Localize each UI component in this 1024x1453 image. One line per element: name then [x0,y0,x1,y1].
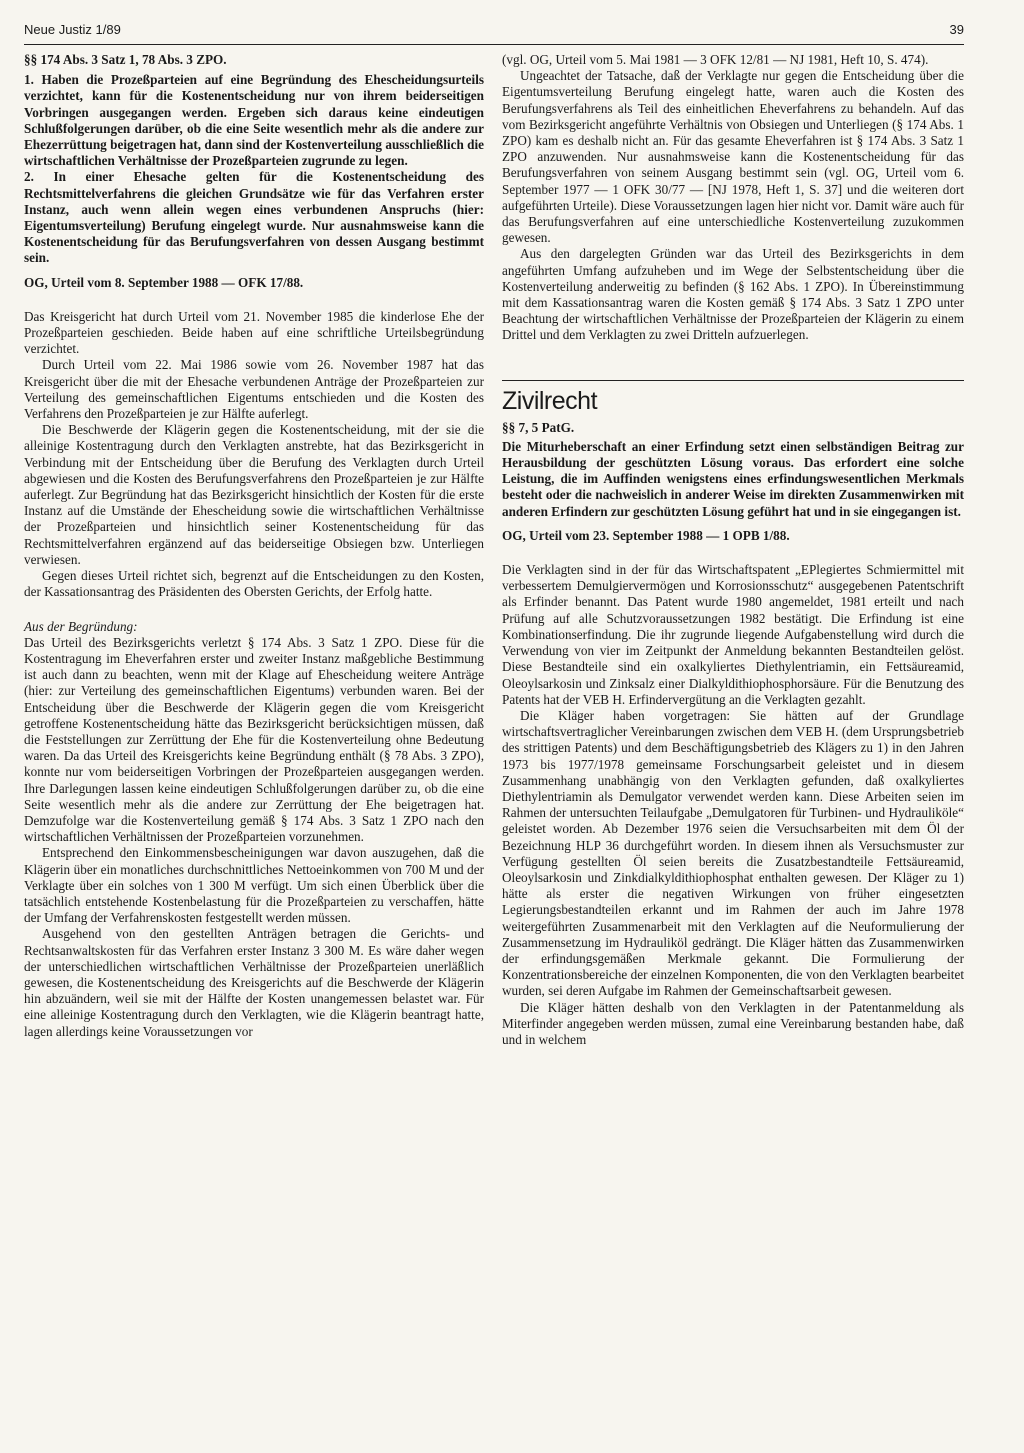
case1-norm: §§ 174 Abs. 3 Satz 1, 78 Abs. 3 ZPO. [24,52,227,67]
case1-paragraph: Das Kreisgericht hat durch Urteil vom 21. November 1985 die kinderlose Ehe der Prozeßparteien geschieden. Beide haben auf eine schriftliche Urteilsbegründung verzichtet. [24,308,484,357]
case1-headnote-1: 1. Haben die Prozeßparteien auf eine Begründung des Ehescheidungsurteils verzichtet, kann für die Kostenentscheidung nur von ihrem beiderseitigen Vorbringen ausgegangen werden. Ergeben sich daraus keine eindeutigen Schlußfolgerungen darüber, ob die eine Seite wesentlich mehr als die andere zur Ehezerrüttung beigetragen hat, dann sind der Kostenverteilung ausschließlich die wirtschaftlichen Verhältnisse der Prozeßparteien zugrunde zu legen. [24,72,484,169]
section-title: Zivilrecht [502,380,964,416]
case2-paragraph: Die Verklagten sind in der für das Wirtschaftspatent „EPlegiertes Schmiermittel mit verbessertem Demulgiervermögen und Korrosionsschutz“ ausgegebenen Patentschrift als Erfinder benannt. Das Patent wurde 1980 angemeldet, 1981 erteilt und nach Prüfung auf alle Schutzvoraussetzungen 1982 bestätigt. Die Erfindung ist eine Kombinationserfindung. Die ihr zugrunde liegende Aufgabenstellung wird durch die Verwendung von vier im Zeitpunkt der Anmeldung bekannten Bestandteilen gelöst. Diese Bestandteile sind ein oxalkyliertes Diethylentriamin, ein Fettsäureamid, Oleoylsarkosin und Zinksalz einer Dialkyldithiophosphorsäure. Für die Benutzung des Patents hat der VEB H. Erfindervergütung an die Verklagten gezahlt. [502,562,964,707]
left-column [24,52,484,1040]
reasons-paragraph: Das Urteil des Bezirksgerichts verletzt § 174 Abs. 3 Satz 1 ZPO. Diese für die Kostentragung im Eheverfahren erster und zweiter Instanz maßgebliche Bestimmung ist auch dann zu beachten, wenn mit der Klage auf Ehescheidung weitere Anträge (hier: zur Verteilung des gemeinschaftlichen Eigentums) verbunden waren. Bei der Entscheidung über die Beschwerde der Klägerin gegen die vom Kreisgericht getroffene Kostenentscheidung hätte das Bezirksgericht berücksichtigen müssen, daß die Feststellungen zur Zerrüttung der Ehe für die Kostenverteilung ohne Bedeutung waren. Da das Urteil des Kreisgerichts keine Begründung enthält (§ 78 Abs. 3 ZPO), konnte nur vom beiderseitigen Vorbringen der Prozeßparteien ausgegangen werden. Ihre Darlegungen lassen keine eindeutigen Schlußfolgerungen darüber zu, ob die eine Seite wesentlich mehr als die andere zur Zerrüttung der Ehe beigetragen hat. Demzufolge war die Kostenverteilung gemäß § 174 Abs. 3 Satz 1 ZPO nach den wirtschaftlichen Verhältnissen der Prozeßparteien vorzunehmen. [24,634,484,845]
case2-citation: OG, Urteil vom 23. September 1988 — 1 OPB 1/88. [502,527,790,543]
case1-headnote-2: 2. In einer Ehesache gelten für die Kostenentscheidung des Rechtsmittelverfahrens die gleichen Grundsätze wie für das Verfahren erster Instanz, auch wenn allein wegen eines verbundenen Anspruchs (hier: Eigentumsverteilung) Berufung eingelegt wurde. Nur ausnahmsweise kann die Kostenentscheidung für das Berufungsverfahren von dessen Ausgang bestimmt sein. [24,169,484,266]
case1-paragraph: Die Beschwerde der Klägerin gegen die Kostenentscheidung, mit der sie die alleinige Kostentragung durch den Verklagten anstrebte, hat das Bezirksgericht in Verbindung mit der Entscheidung über die Berufung des Verklagten durch Urteil abgewiesen und die Kosten des Berufungsverfahrens den Prozeßparteien je zur Hälfte auferlegt. Zur Begründung hat das Bezirksgericht hinsichtlich der Kosten für die erste Instanz auf die Umstände der Ehescheidung sowie die wirtschaftlichen Verhältnisse der Prozeßparteien und hinsichtlich seiner Kostenentscheidung für das Rechtsmittelverfahren ergänzend auf das beiderseitige Obsiegen bzw. Unterliegen verwiesen. [24,422,484,567]
reasons-label: Aus der Begründung: [24,618,138,634]
reasons-paragraph: Ungeachtet der Tatsache, daß der Verklagte nur gegen die Entscheidung über die Eigentumsverteilung Berufung eingelegt hatte, waren auch die Kosten des Berufungsverfahrens als Teil des einheitlichen Eheverfahrens zu behandeln. Auf das vom Bezirksgericht angeführte Verhältnis von Obsiegen und Unterliegen (§ 174 Abs. 1 ZPO) kam es deshalb nicht an. Für das gesamte Eheverfahren ist § 174 Abs. 3 Satz 1 ZPO anzuwenden. Nur ausnahmsweise kann die Kostenentscheidung für das Berufungsverfahren von seinem Ausgang bestimmt sein (vgl. OG, Urteil vom 6. September 1977 — 1 OFK 30/77 — [NJ 1978, Heft 1, S. 37] und die weiteren dort aufgeführten Urteile). Diese Voraussetzungen lagen hier nicht vor. Damit wäre auch für das Berufungsverfahren auf eine unterschiedliche Kostenverteilung zuzukommen gewesen. [502,68,964,246]
case2-paragraph: Die Kläger hätten deshalb von den Verklagten in der Patentanmeldung als Miterfinder angegeben werden müssen, zumal eine Vereinbarung bestanden habe, daß und in welchem [502,999,964,1047]
reasons-paragraph: Ausgehend von den gestellten Anträgen betragen die Gerichts- und Rechtsanwaltskosten für das Verfahren erster Instanz 3 300 M. Es wäre daher wegen der unterschiedlichen wirtschaftlichen Verhältnisse der Prozeßparteien unerläßlich gewesen, die Kostenentscheidung des Kreisgerichts auf die Beschwerde der Klägerin hin abzuändern, weil sie mit der Hälfte der Kosten unangemessen belastet war. Für eine alleinige Kostentragung durch den Verklagten, wie die Klägerin beantragt hatte, lagen allerdings keine Voraussetzungen vor [24,926,484,1039]
case2-norm: §§ 7, 5 PatG. [502,419,575,435]
reasons-paragraph: Entsprechend den Einkommensbescheinigungen war davon auszugehen, daß die Klägerin über ein monatliches durchschnittliches Nettoeinkommen von 700 M und der Verklagte über ein solches von 1 300 M verfügt. Um sich einen Überblick über die tatsächlich entstehende Kostenbelastung für die Prozeßparteien zu verschaffen, hätte der Umfang der Verfahrenskosten festgestellt werden müssen. [24,845,484,926]
page-number: 39 [949,22,964,37]
case1-citation: OG, Urteil vom 8. September 1988 — OFK 17/88. [24,274,304,290]
reasons-paragraph: Aus den dargelegten Gründen war das Urteil des Bezirksgerichts in dem angeführten Umfang aufzuheben und im Wege der Selbstentscheidung über die Kostenverteilung anderweitig zu befinden (§ 162 Abs. 1 ZPO). In Übereinstimmung mit dem Kassationsantrag waren die Kosten gemäß § 174 Abs. 3 Satz 1 ZPO unter Beachtung der wirtschaftlichen Verhältnisse der Prozeßparteien der Klägerin zu einem Drittel und dem Verklagten zu zwei Dritteln aufzuerlegen. [502,246,964,343]
reasons-paragraph: (vgl. OG, Urteil vom 5. Mai 1981 — 3 OFK 12/81 — NJ 1981, Heft 10, S. 474). [502,52,929,67]
right-column [502,52,964,1048]
case1-paragraph: Gegen dieses Urteil richtet sich, begrenzt auf die Entscheidungen zu den Kosten, der Kassationsantrag des Präsidenten des Obersten Gerichts, der Erfolg hatte. [24,568,484,600]
case2-paragraph: Die Kläger haben vorgetragen: Sie hätten auf der Grundlage wirtschaftsvertraglicher Vereinbarungen zwischen dem VEB H. (dem Ursprungsbetrieb des strittigen Patents) und dem Beschäftigungsbetrieb des Klägers zu 1) in den Jahren 1973 bis 1977/1978 gemeinsame Forschungsarbeit geleistet und in diesem Zusammenhang unabhängig von den Verklagten gefunden, daß oxalkyliertes Diethylentriamin als Demulgator verwendet werden kann. Diese Arbeiten seien im Rahmen der untersuchten Teilaufgabe „Demulgatoren für Turbinen- und Hydrauliköle“ geleistet worden. Ab Dezember 1976 seien die Versuchsarbeiten mit dem Öl der Bezeichnung HLP 36 durchgeführt worden. In diesem ihnen als Versuchsmuster zur Verfügung gestellten Öl seien bereits die Zusatzbestandteile Fettsäureamid, Oleoylsarkosin und Zinkdialkyldithiophosphat enthalten gewesen. Der Kläger zu 1) hätte als erster die negativen Wirkungen von früher eingesetzten Legierungsbestandteilen erkannt und im Rahmen der auch im Jahre 1978 weitergeführten Zusammenarbeit mit den Verklagten auf die Neuformulierung der Zusammensetzung im Hydrauliköl gedrängt. Die Kläger hätten das Zusammenwirken der erfindungsgemäßen Merkmale gekannt. Die Formulierung der Konzentrationsbereiche der einzelnen Komponenten, die von den Verklagten bearbeitet wurden, sei deren Aufgabe im Rahmen der Gemeinschaftsarbeit gewesen. [502,707,964,999]
journal-issue: Neue Justiz 1/89 [24,22,121,37]
page-header [24,20,964,45]
case1-paragraph: Durch Urteil vom 22. Mai 1986 sowie vom 26. November 1987 hat das Kreisgericht über die mit der Ehesache verbundenen Anträge der Prozeßparteien zur Verteilung des gemeinschaftlichen Eigentums entschieden und die Kosten des Verfahrens den Prozeßparteien je zur Hälfte auferlegt. [24,357,484,422]
case2-headnote: Die Miturheberschaft an einer Erfindung setzt einen selbständigen Beitrag zur Herausbildung der geschützten Lösung voraus. Das erfordert eine solche Leistung, die im Auffinden wenigstens eines erfindungswesentlichen Merkmals besteht oder die nachweislich in anderer Weise im direkten Zusammenwirken mit anderen Erfindern zur geschützten Lösung geführt hat und in sie eingegangen ist. [502,438,964,519]
